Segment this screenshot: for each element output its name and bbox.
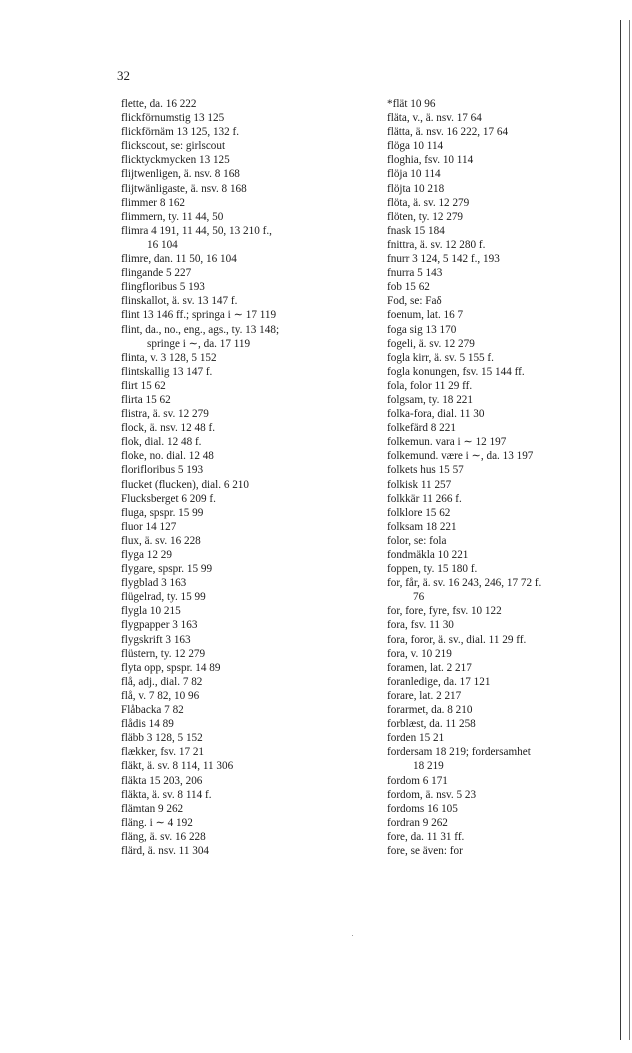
index-entry: fora, v. 10 219 [387,647,452,660]
index-entry: fore, da. 11 31 ff. [387,830,465,843]
index-entry: flinskallot, ä. sv. 13 147 f. [121,295,238,308]
index-entry: flickförnumstig 13 125 [121,112,225,125]
index-entry: flöja 10 114 [387,168,441,181]
index-entry: flyta opp, spspr. 14 89 [121,661,221,674]
index-entry: forden 15 21 [387,732,445,745]
index-entry: fnittra, ä. sv. 12 280 f. [387,238,486,251]
index-entry: flyga 12 29 [121,549,172,561]
index-entry: 16 104 [147,238,178,251]
index-entry: fläta, v., ä. nsv. 17 64 [387,112,482,125]
index-entry: fogla kirr, ä. sv. 5 155 f. [387,351,494,364]
index-entry: flöta, ä. sv. 12 279 [387,196,470,209]
index-entry: flintskallig 13 147 f. [121,365,213,378]
index-entry: floghia, fsv. 10 114 [387,154,474,167]
index-entry: flicktyckmycken 13 125 [121,154,230,167]
index-entry: flirta 15 62 [121,393,171,406]
index-entry: flüstern, ty. 12 279 [121,647,206,660]
index-entry: forare, lat. 2 217 [387,689,462,702]
index-entry: fore, se även: for [387,844,463,857]
index-entry: flärd, ä. nsv. 11 304 [121,844,210,857]
index-entry: flækker, fsv. 17 21 [121,746,205,759]
page-edge-line [620,20,621,1040]
index-entry: flimra 4 191, 11 44, 50, 13 210 f., [121,224,272,237]
index-entry: fnask 15 184 [387,224,445,237]
index-entry: fordran 9 262 [387,816,448,829]
index-entry: forblæst, da. 11 258 [387,718,476,731]
index-entry: foranledige, da. 17 121 [387,675,491,688]
index-entry: folksam 18 221 [387,520,457,533]
index-entry: flådis 14 89 [121,718,174,731]
index-column-left [121,97,366,858]
index-entry: flöga 10 114 [387,140,444,153]
index-entry: folor, se: fola [387,534,447,547]
index-entry: forarmet, da. 8 210 [387,704,473,717]
index-entry: 18 219 [413,760,444,773]
print-speck [352,935,353,936]
index-entry: 76 [413,591,425,604]
index-entry: flygpapper 3 163 [121,619,198,632]
index-entry: for, fore, fyre, fsv. 10 122 [387,605,502,618]
index-entry: folgsam, ty. 18 221 [387,393,473,406]
index-entry: flock, ä. nsv. 12 48 f. [121,422,216,435]
index-entry: flette, da. 16 222 [121,98,197,110]
index-entry: fluor 14 127 [121,520,177,533]
index-entry: Flucksberget 6 209 f. [121,492,216,505]
index-entry: fordom 6 171 [387,774,448,787]
index-entry: flijtwänligaste, ä. nsv. 8 168 [121,182,247,195]
index-entry: folklore 15 62 [387,506,451,519]
index-entry: folkisk 11 257 [387,478,452,491]
index-entry: fondmäkla 10 221 [387,549,469,561]
index-entry: fnurr 3 124, 5 142 f., 193 [387,253,500,266]
index-entry: fogla konungen, fsv. 15 144 ff. [387,365,525,378]
index-entry: folkemund. være i ∼, da. 13 197 [387,450,534,463]
index-entry: folkemun. vara i ∼ 12 197 [387,436,507,449]
index-entry: flå, adj., dial. 7 82 [121,675,203,688]
index-entry: fläkt, ä. sv. 8 114, 11 306 [121,760,234,773]
index-entry: Flåbacka 7 82 [121,704,184,717]
index-entry: folkets hus 15 57 [387,464,464,477]
index-entry: flygblad 3 163 [121,577,187,590]
index-entry: flirt 15 62 [121,379,166,392]
index-entry: fläkta 15 203, 206 [121,774,203,787]
index-entry: flå, v. 7 82, 10 96 [121,689,200,702]
index-entry: folka-fora, dial. 11 30 [387,408,485,421]
index-entry: fob 15 62 [387,281,430,294]
index-entry: fläbb 3 128, 5 152 [121,732,203,745]
index-entry: flygskrift 3 163 [121,633,191,646]
index-entry: springe i ∼, da. 17 119 [147,337,251,350]
index-entry: fordoms 16 105 [387,802,458,815]
index-entry: fnurra 5 143 [387,267,443,280]
index-entry: florifloribus 5 193 [121,464,204,477]
index-entry: fola, folor 11 29 ff. [387,379,473,392]
index-entry: flucket (flucken), dial. 6 210 [121,478,249,491]
index-entry: foenum, lat. 16 7 [387,309,464,322]
index-entry: flinta, v. 3 128, 5 152 [121,351,217,364]
index-entry: *flät 10 96 [387,98,436,110]
index-entry: foga sig 13 170 [387,323,457,336]
index-entry: flint, da., no., eng., ags., ty. 13 148; [121,323,280,336]
index-entry: folkkär 11 266 f. [387,492,462,505]
index-entry: foramen, lat. 2 217 [387,661,472,674]
index-entry: fordersam 18 219; fordersamhet [387,746,531,759]
index-entry: flämtan 9 262 [121,802,184,815]
index-entry: flint 13 146 ff.; springa i ∼ 17 119 [121,309,277,322]
index-entry: flok, dial. 12 48 f. [121,436,202,449]
index-entry: fläkta, ä. sv. 8 114 f. [121,788,212,801]
index-entry: floke, no. dial. 12 48 [121,450,214,463]
index-entry: flickscout, se: girlscout [121,140,226,153]
index-entry: flimmer 8 162 [121,196,186,209]
index-entry: foppen, ty. 15 180 f. [387,563,478,576]
index-entry: flingande 5 227 [121,267,192,280]
index-entry: fora, fsv. 11 30 [387,619,454,632]
index-entry: fläng, ä. sv. 16 228 [121,830,206,843]
index-entry: flickförnäm 13 125, 132 f. [121,126,240,139]
index-entry: flätta, ä. nsv. 16 222, 17 64 [387,126,509,139]
index-entry: flux, ä. sv. 16 228 [121,534,201,547]
index-entry: flijtwenligen, ä. nsv. 8 168 [121,168,240,181]
index-entry: flöten, ty. 12 279 [387,210,464,223]
index-entry: fogeli, ä. sv. 12 279 [387,337,475,350]
index-entry: fläng. i ∼ 4 192 [121,816,193,829]
index-entry: flingfloribus 5 193 [121,281,205,294]
index-entry: flimre, dan. 11 50, 16 104 [121,253,237,266]
index-entry: for, får, ä. sv. 16 243, 246, 17 72 f. [387,577,542,590]
page-number: 32 [117,68,130,83]
index-entry: fluga, spspr. 15 99 [121,506,204,519]
index-entry: flygla 10 215 [121,605,181,618]
index-entry: flügelrad, ty. 15 99 [121,591,206,604]
index-entry: flygare, spspr. 15 99 [121,563,213,576]
index-entry: flistra, ä. sv. 12 279 [121,408,209,421]
index-column-right [387,97,627,858]
index-entry: folkefärd 8 221 [387,422,456,435]
index-entry: flimmern, ty. 11 44, 50 [121,210,224,223]
index-entry: Fod, se: Faδ [387,295,442,308]
index-entry: flöjta 10 218 [387,182,445,195]
index-entry: fordom, ä. nsv. 5 23 [387,788,477,801]
index-entry: fora, foror, ä. sv., dial. 11 29 ff. [387,633,527,646]
page-edge-line-outer [629,20,630,1040]
